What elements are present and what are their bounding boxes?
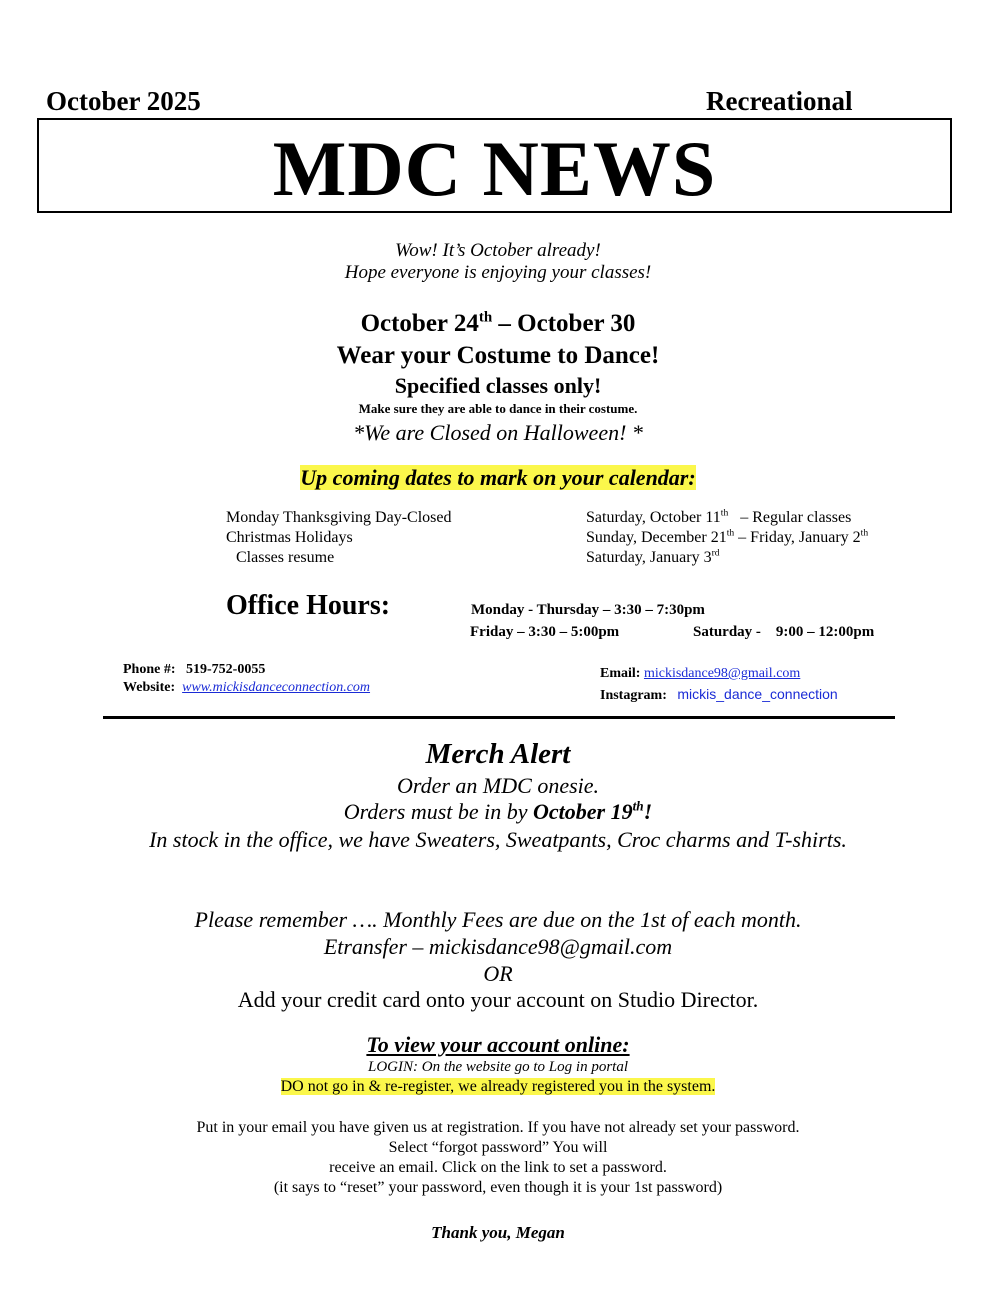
website-row xyxy=(123,680,370,696)
account-warning-wrap xyxy=(0,1078,996,1096)
fees-line-1: Please remember …. Monthly Fees are due on the 1st of each month. xyxy=(194,907,802,932)
costume-headline: Wear your Costume to Dance! xyxy=(336,342,660,369)
account-para-2: Select “forgot password” You will xyxy=(388,1139,608,1156)
halloween-closed-note: *We are Closed on Halloween! * xyxy=(353,420,643,445)
fees-or: OR xyxy=(483,961,513,986)
costume-subheading: Specified classes only! xyxy=(394,373,602,398)
merch-heading: Merch Alert xyxy=(425,738,571,770)
email-row xyxy=(600,666,800,682)
account-para-4: (it says to “reset” your password, even though it is your 1st password) xyxy=(273,1179,723,1196)
calendar-heading-wrap xyxy=(0,465,996,491)
account-heading: To view your account online: xyxy=(366,1032,630,1057)
account-para-3: receive an email. Click on the link to set a password. xyxy=(329,1159,667,1176)
instagram-label: Instagram: xyxy=(600,688,667,703)
instagram-handle[interactable]: mickis_dance_connection xyxy=(677,686,838,702)
instagram-row xyxy=(600,686,838,704)
website-label: Website: xyxy=(123,680,176,695)
signoff: Thank you, Megan xyxy=(431,1223,565,1242)
calendar-heading: Up coming dates to mark on your calendar: xyxy=(300,465,696,490)
office-hours-friday: Friday – 3:30 – 5:00pm xyxy=(470,624,620,640)
intro-line-2: Hope everyone is enjoying your classes! xyxy=(344,262,652,283)
calendar-left-2: Christmas Holidays xyxy=(226,529,353,546)
account-para-1: Put in your email you have given us at registration. If you have not already set your password. xyxy=(196,1119,800,1136)
intro-line-1: Wow! It’s October already! xyxy=(395,240,601,261)
costume-note: Make sure they are able to dance in their costume. xyxy=(358,401,638,416)
newsletter-date: October 2025 xyxy=(46,86,201,116)
section-divider xyxy=(103,716,895,719)
merch-line-3: In stock in the office, we have Sweaters, Sweatpants, Croc charms and T-shirts. xyxy=(149,827,847,852)
calendar-left-3: Classes resume xyxy=(236,549,335,566)
costume-dates: October 24th – October 30 xyxy=(360,309,636,337)
office-hours-saturday: Saturday - 9:00 – 12:00pm xyxy=(693,624,875,640)
calendar-right-3: Saturday, January 3rd xyxy=(586,547,720,566)
calendar-right-1: Saturday, October 11th – Regular classes xyxy=(586,507,852,526)
email-label: Email: xyxy=(600,666,641,681)
office-hours-mon-thu: Monday - Thursday – 3:30 – 7:30pm xyxy=(471,602,705,618)
fees-line-3: Add your credit card onto your account on Studio Director. xyxy=(237,987,759,1012)
office-hours-heading: Office Hours: xyxy=(226,590,391,621)
title-banner xyxy=(37,118,952,213)
fees-line-2: Etransfer – mickisdance98@gmail.com xyxy=(323,934,673,959)
account-login: LOGIN: On the website go to Log in portal xyxy=(367,1059,628,1075)
account-warning: DO not go in & re-register, we already registered you in the system. xyxy=(280,1078,716,1095)
phone-row xyxy=(123,662,265,678)
program-label: Recreational xyxy=(706,86,853,116)
calendar-right-2: Sunday, December 21th – Friday, January 2th xyxy=(586,527,869,546)
merch-line-1: Order an MDC onesie. xyxy=(396,773,600,798)
calendar-left-1: Monday Thanksgiving Day-Closed xyxy=(226,509,452,526)
phone-label: Phone #: xyxy=(123,662,176,677)
website-link[interactable]: www.mickisdanceconnection.com xyxy=(182,680,371,695)
page-title: MDC NEWS xyxy=(272,125,717,212)
merch-line-2: Orders must be in by October 19th! xyxy=(343,798,653,824)
phone-number: 519-752-0055 xyxy=(186,662,266,677)
email-link[interactable]: mickisdance98@gmail.com xyxy=(643,666,801,681)
